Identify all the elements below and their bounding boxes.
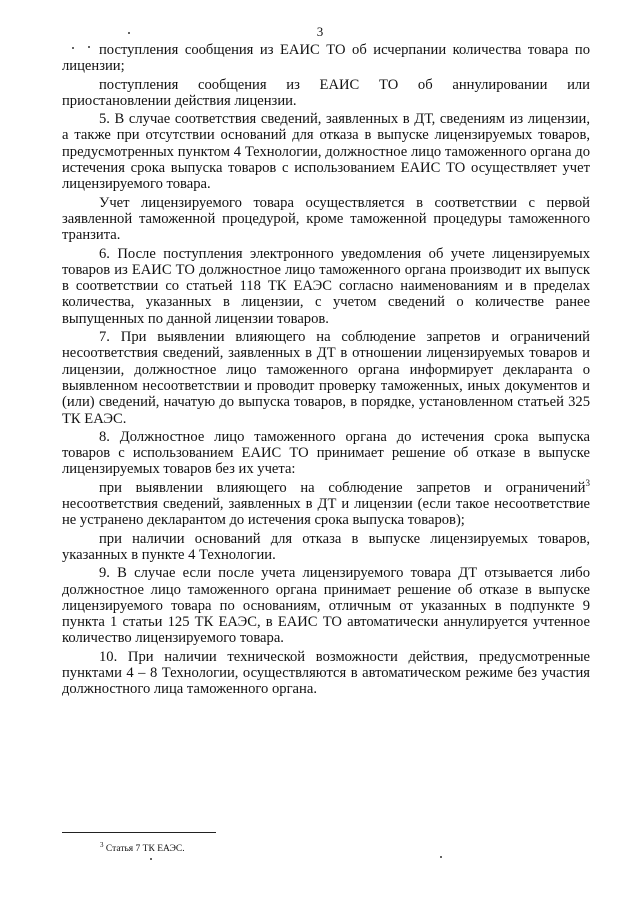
paragraph: поступления сообщения из ЕАИС ТО об аннулировании или приостановлении действия лицензии. (62, 76, 590, 109)
paragraph: 7. При выявлении влияющего на соблюдение запретов и ограничений несоответствия сведений, заявленных в ДТ в отношении лицензируемых товаров и лицензии, должностное лицо таможенного органа информирует декларанта о выявленном несоответствии и проводит проверку таможенных, иных документов и (или) сведений, начатую до выпуска товаров, в порядке, установленном статьей 325 ТК ЕАЭС. (62, 329, 590, 427)
paragraph: 8. Должностное лицо таможенного органа до истечения срока выпуска товаров с использованием ЕАИС ТО принимает решение об отказе в выпуске лицензируемых товаров без их учета: (62, 428, 590, 478)
footnote-number: 3 (100, 841, 104, 849)
paragraph: 9. В случае если после учета лицензируемого товара ДТ отзывается либо должностное лицо таможенного органа принимает решение об отказе в выпуске лицензируемого товара по основаниям, отличным от указанных в подпункте 9 пункта 1 статьи 125 ТК ЕАЭС, в ЕАИС ТО автоматически аннулируется учтенное количество лицензируемого товара. (62, 565, 590, 647)
scan-speck (150, 858, 152, 860)
footnote-divider (62, 832, 216, 833)
paragraph: Учет лицензируемого товара осуществляется в соответствии с первой заявленной таможенной процедурой, кроме таможенной процедуры таможенного транзита. (62, 194, 590, 244)
footnote-marker[interactable]: 3 (585, 477, 590, 488)
footnote (100, 840, 185, 855)
footnote-text: Статья 7 ТК ЕАЭС. (103, 844, 185, 855)
paragraph: 5. В случае соответствия сведений, заявленных в ДТ, сведениям из лицензии, а также при отсутствии оснований для отказа в выпуске лицензируемых товаров, предусмотренных пунктом 4 Технологии, должностное лицо таможенного органа до истечения срока выпуска товаров с использованием ЕАИС ТО осуществляет учет лицензируемого товара. (62, 111, 590, 193)
paragraph-text: при выявлении влияющего на соблюдение запретов и ограничений (99, 479, 586, 496)
paragraph-with-footnote (62, 477, 590, 529)
paragraph-text: несоответствия сведений, заявленных в ДТ и лицензии (если такое несоответствие не устранено декларантом до истечения срока выпуска товаров); (62, 496, 590, 529)
paragraph: 10. При наличии технической возможности действия, предусмотренные пунктами 4 – 8 Технологии, осуществляются в автоматическом режиме без участия должностного лица таможенного органа. (62, 648, 590, 698)
body-text (62, 42, 590, 700)
page-number: 3 (316, 24, 324, 39)
scan-speck (440, 856, 442, 858)
paragraph: поступления сообщения из ЕАИС ТО об исчерпании количества товара по лицензии; (62, 42, 590, 75)
paragraph: 6. После поступления электронного уведомления об учете лицензируемых товаров из ЕАИС ТО должностное лицо таможенного органа производит их выпуск в соответствии со статьей 118 ТК ЕАЭС согласно наименованиям и в пределах количества, указанных в лицензии, с учетом сведений о количестве ранее выпущенных по данной лицензии товаров. (62, 245, 590, 327)
paragraph: при наличии оснований для отказа в выпуске лицензируемых товаров, указанных в пункте 4 Технологии. (62, 530, 590, 563)
scan-speck (128, 32, 130, 34)
